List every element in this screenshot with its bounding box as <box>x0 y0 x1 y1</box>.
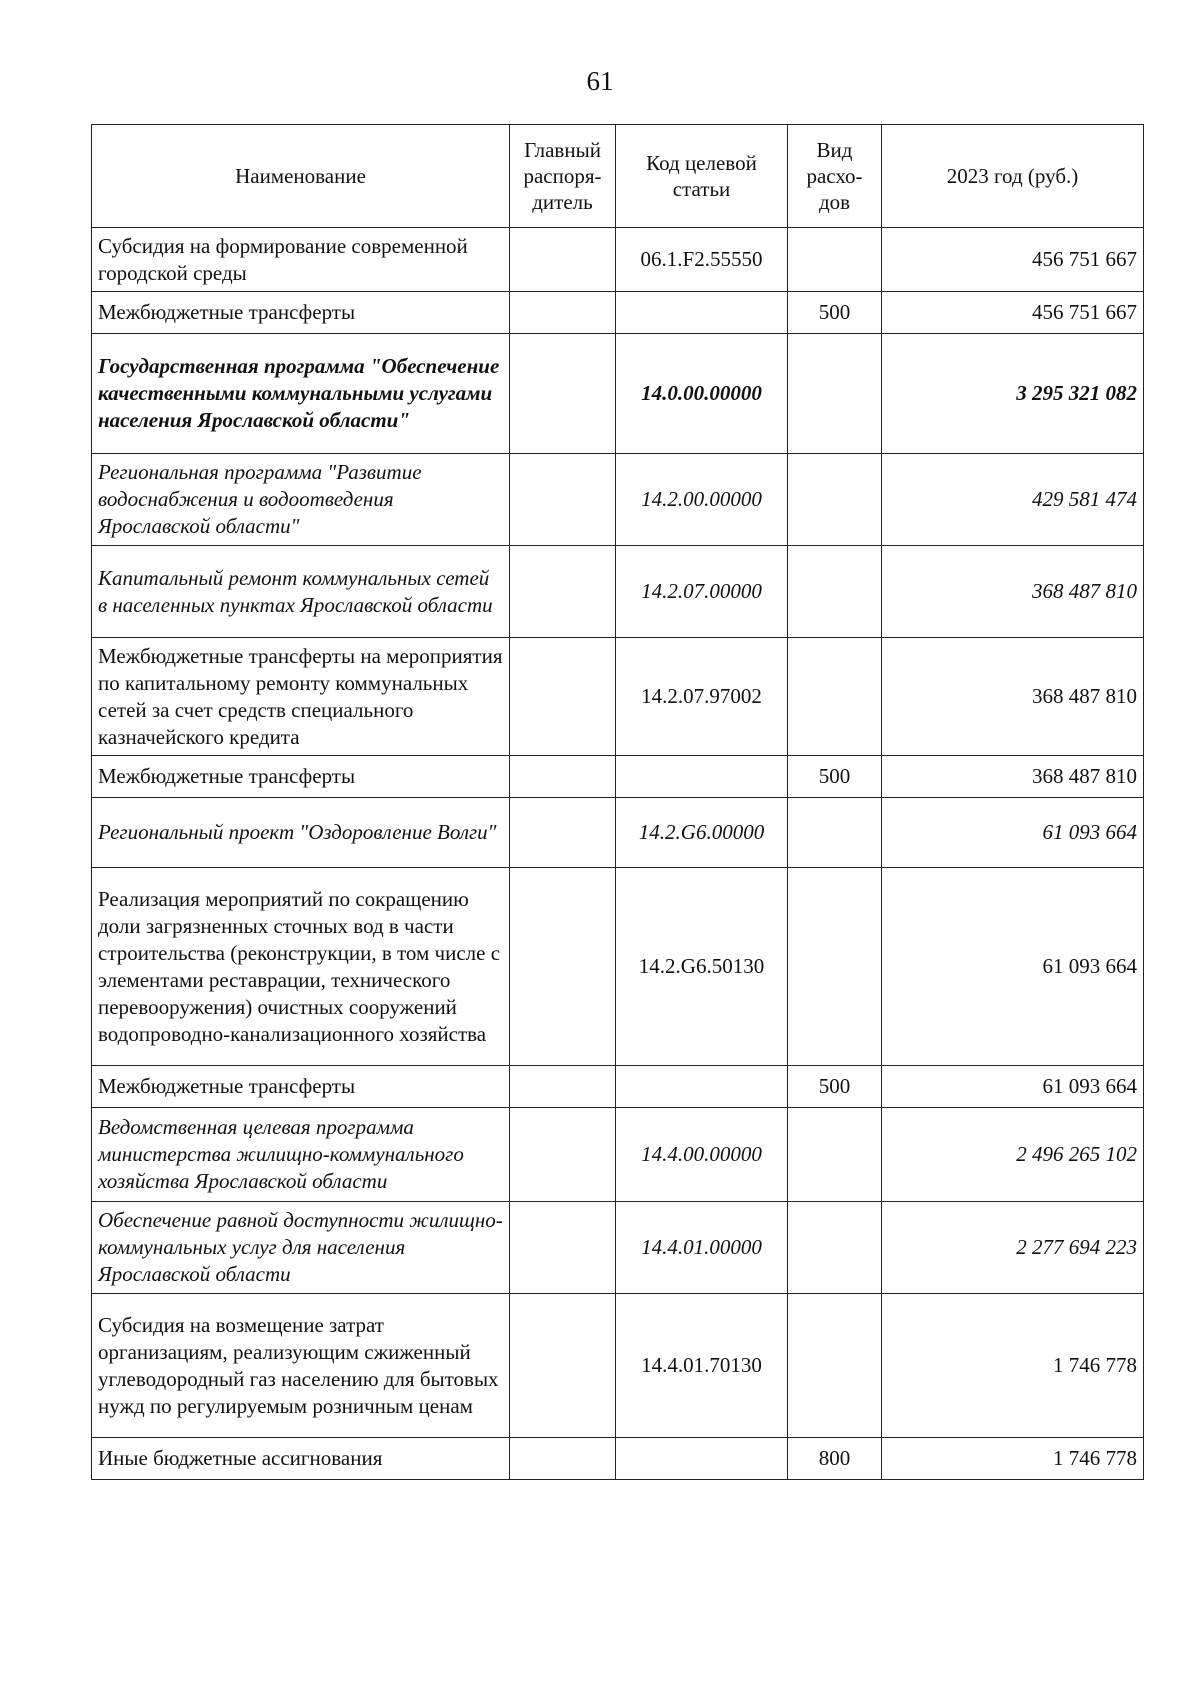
row-code-cell: 14.2.07.00000 <box>616 546 788 638</box>
budget-table <box>91 124 1144 1480</box>
row-admin-cell <box>510 1202 616 1294</box>
row-admin-cell <box>510 1066 616 1108</box>
header-name: Наименование <box>92 125 510 228</box>
row-type-cell: 500 <box>788 1066 882 1108</box>
table-row <box>92 756 1144 798</box>
row-code-cell: 14.4.00.00000 <box>616 1108 788 1202</box>
row-admin-cell <box>510 334 616 454</box>
table-header-row <box>92 125 1144 228</box>
row-code-cell <box>616 756 788 798</box>
table-row <box>92 1066 1144 1108</box>
row-admin-cell <box>510 638 616 756</box>
row-type-cell: 500 <box>788 292 882 334</box>
row-name-cell: Региональный проект "Оздоровление Волги" <box>92 798 510 868</box>
row-name-cell: Ведомственная целевая программа министерства жилищно-коммунального хозяйства Ярославской области <box>92 1108 510 1202</box>
row-type-cell: 500 <box>788 756 882 798</box>
row-code-cell: 06.1.F2.55550 <box>616 228 788 292</box>
row-name-cell: Региональная программа "Развитие водоснабжения и водоотведения Ярославской области" <box>92 454 510 546</box>
row-name-cell: Иные бюджетные ассигнования <box>92 1438 510 1480</box>
row-name-cell: Реализация мероприятий по сокращению доли загрязненных сточных вод в части строительства (реконструкции, в том числе с элементами реставрации, технического перевооружения) очистных сооружений водопроводно-канализационного хозяйства <box>92 868 510 1066</box>
header-type: Вид расхо-дов <box>788 125 882 228</box>
row-amount-cell: 2 496 265 102 <box>882 1108 1144 1202</box>
row-name-cell: Субсидия на формирование современной городской среды <box>92 228 510 292</box>
row-amount-cell: 3 295 321 082 <box>882 334 1144 454</box>
row-amount-cell: 1 746 778 <box>882 1438 1144 1480</box>
table-row <box>92 454 1144 546</box>
row-type-cell: 800 <box>788 1438 882 1480</box>
row-name-cell: Межбюджетные трансферты <box>92 756 510 798</box>
table-body <box>92 228 1144 1480</box>
table-row <box>92 1294 1144 1438</box>
row-code-cell: 14.4.01.70130 <box>616 1294 788 1438</box>
header-code: Код целевой статьи <box>616 125 788 228</box>
table-row <box>92 1108 1144 1202</box>
row-code-cell: 14.4.01.00000 <box>616 1202 788 1294</box>
table-row <box>92 228 1144 292</box>
table-row <box>92 292 1144 334</box>
row-name-cell: Межбюджетные трансферты на мероприятия по капитальному ремонту коммунальных сетей за счет средств специального казначейского кредита <box>92 638 510 756</box>
row-amount-cell: 456 751 667 <box>882 228 1144 292</box>
row-type-cell <box>788 638 882 756</box>
row-code-cell <box>616 1438 788 1480</box>
table-row <box>92 334 1144 454</box>
row-amount-cell: 61 093 664 <box>882 868 1144 1066</box>
row-code-cell <box>616 1066 788 1108</box>
row-type-cell <box>788 334 882 454</box>
row-admin-cell <box>510 228 616 292</box>
row-admin-cell <box>510 756 616 798</box>
row-amount-cell: 456 751 667 <box>882 292 1144 334</box>
row-type-cell <box>788 1202 882 1294</box>
table-row <box>92 798 1144 868</box>
row-name-cell: Капитальный ремонт коммунальных сетей в населенных пунктах Ярославской области <box>92 546 510 638</box>
row-type-cell <box>788 454 882 546</box>
row-admin-cell <box>510 292 616 334</box>
row-code-cell <box>616 292 788 334</box>
page-number: 61 <box>586 66 614 96</box>
row-admin-cell <box>510 546 616 638</box>
header-admin: Главный распоря-дитель <box>510 125 616 228</box>
table-row <box>92 546 1144 638</box>
row-amount-cell: 61 093 664 <box>882 1066 1144 1108</box>
row-admin-cell <box>510 1108 616 1202</box>
table-row <box>92 868 1144 1066</box>
row-admin-cell <box>510 868 616 1066</box>
row-name-cell: Межбюджетные трансферты <box>92 292 510 334</box>
table-row <box>92 1202 1144 1294</box>
table-row <box>92 1438 1144 1480</box>
row-name-cell: Государственная программа "Обеспечение качественными коммунальными услугами населения Ярославской области" <box>92 334 510 454</box>
row-admin-cell <box>510 1294 616 1438</box>
row-name-cell: Межбюджетные трансферты <box>92 1066 510 1108</box>
row-type-cell <box>788 1294 882 1438</box>
header-amount: 2023 год (руб.) <box>882 125 1144 228</box>
row-amount-cell: 368 487 810 <box>882 546 1144 638</box>
table-row <box>92 638 1144 756</box>
row-code-cell: 14.2.00.00000 <box>616 454 788 546</box>
row-type-cell <box>788 868 882 1066</box>
row-name-cell: Субсидия на возмещение затрат организациям, реализующим сжиженный углеводородный газ населению для бытовых нужд по регулируемым розничным ценам <box>92 1294 510 1438</box>
row-code-cell: 14.2.07.97002 <box>616 638 788 756</box>
row-admin-cell <box>510 1438 616 1480</box>
row-type-cell <box>788 546 882 638</box>
row-amount-cell: 429 581 474 <box>882 454 1144 546</box>
row-name-cell: Обеспечение равной доступности жилищно-коммунальных услуг для населения Ярославской области <box>92 1202 510 1294</box>
row-admin-cell <box>510 454 616 546</box>
row-type-cell <box>788 1108 882 1202</box>
row-type-cell <box>788 228 882 292</box>
row-code-cell: 14.0.00.00000 <box>616 334 788 454</box>
row-amount-cell: 2 277 694 223 <box>882 1202 1144 1294</box>
row-amount-cell: 368 487 810 <box>882 756 1144 798</box>
row-code-cell: 14.2.G6.50130 <box>616 868 788 1066</box>
row-amount-cell: 1 746 778 <box>882 1294 1144 1438</box>
row-code-cell: 14.2.G6.00000 <box>616 798 788 868</box>
row-amount-cell: 61 093 664 <box>882 798 1144 868</box>
row-admin-cell <box>510 798 616 868</box>
row-type-cell <box>788 798 882 868</box>
row-amount-cell: 368 487 810 <box>882 638 1144 756</box>
